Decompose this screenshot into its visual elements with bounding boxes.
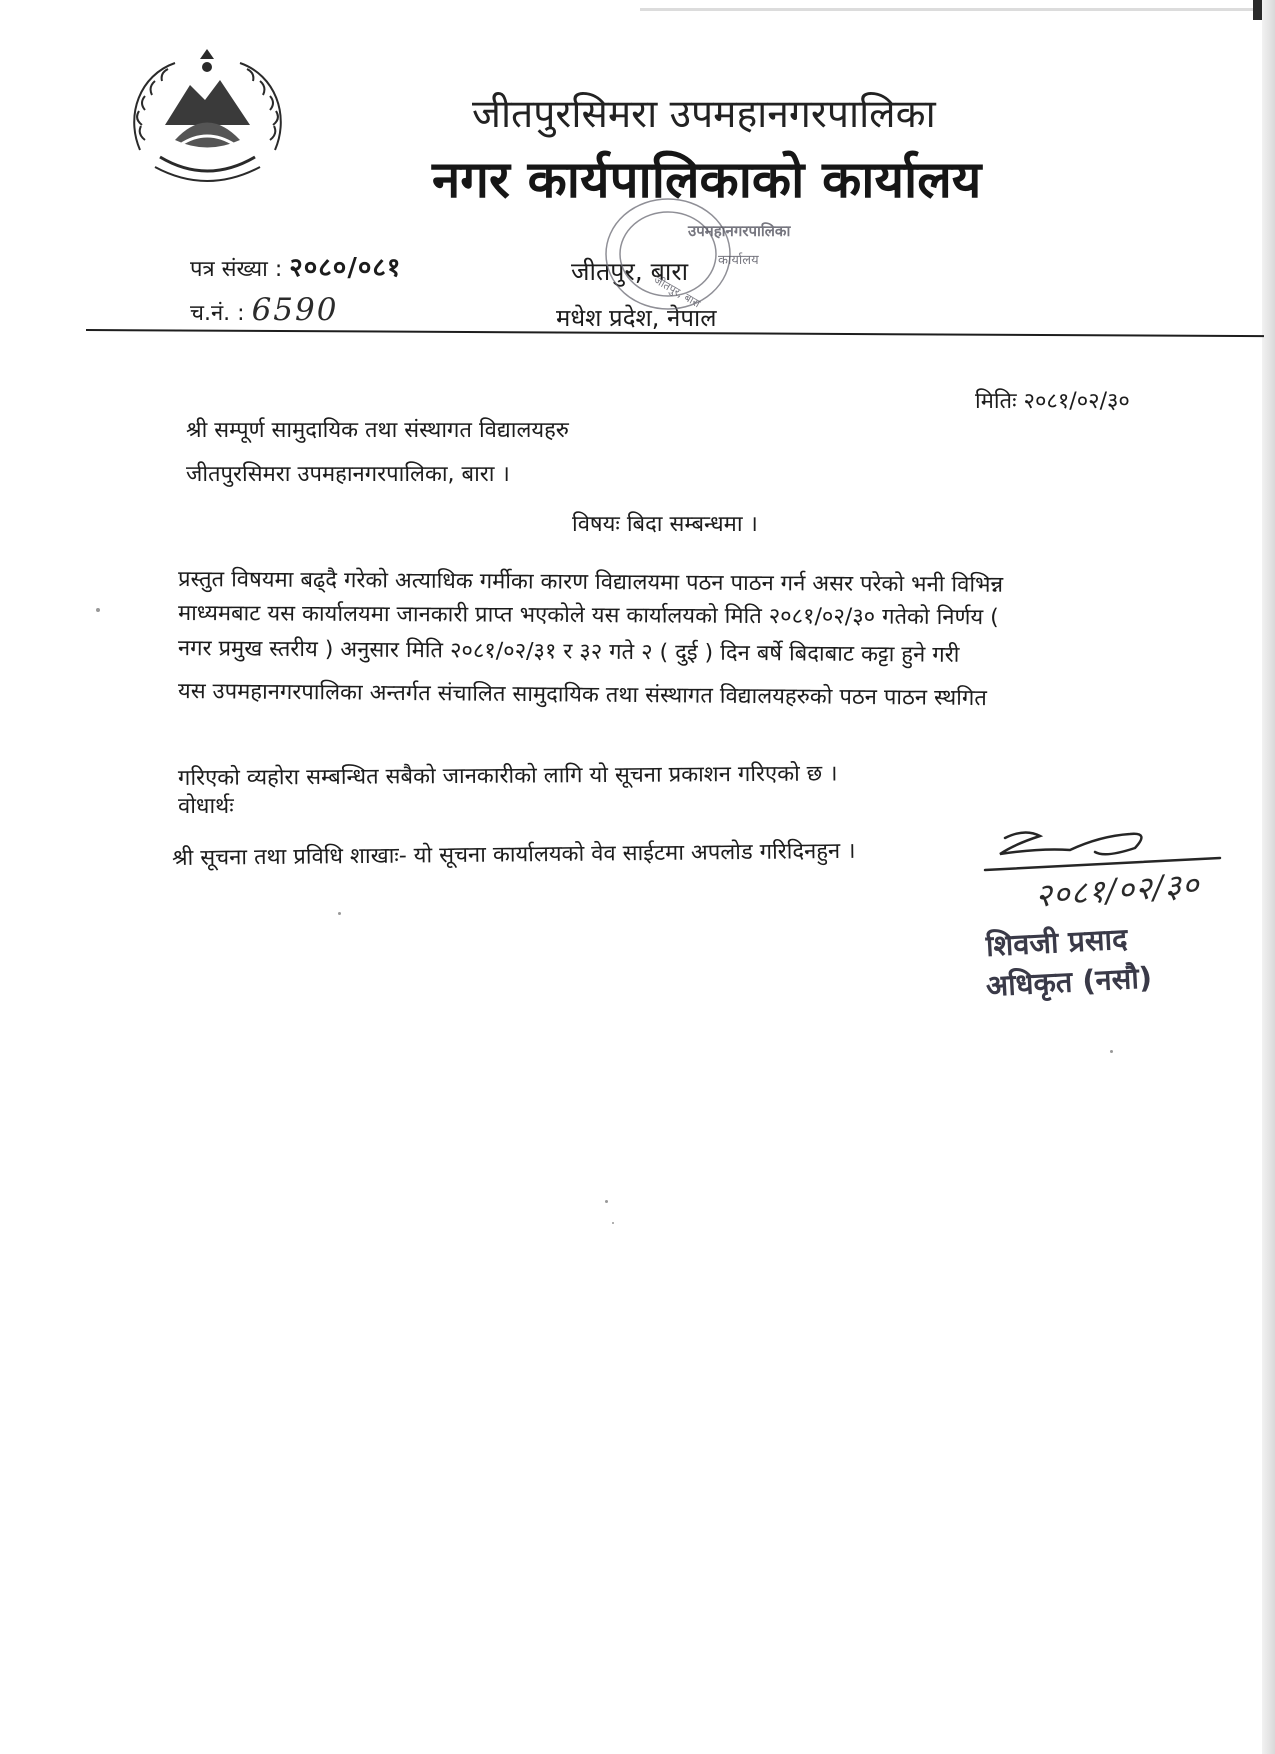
scan-speck [612, 1222, 614, 1224]
letter-subject: विषयः बिदा सम्बन्धमा । [572, 512, 758, 537]
scan-speck [338, 912, 341, 915]
dispatch-value: 6590 [251, 292, 339, 328]
dispatch-number [190, 292, 338, 328]
scan-edge-right [1262, 0, 1275, 1754]
dispatch-label: च.नं. : [190, 301, 245, 326]
body-line: प्रस्तुत विषयमा बढ्दै गरेको अत्याधिक गर्मीका कारण विद्यालयमा पठन पाठन गर्न असर परेको भनी विभिन्न [177, 567, 1004, 598]
letter-date: मितिः २०८१/०२/३० [975, 389, 1130, 414]
signer-name: शिवजी प्रसाद [985, 921, 1129, 963]
signer-title: अधिकृत (नसौ) [985, 960, 1153, 1003]
office-name: जीतपुरसिमरा उपमहानगरपालिका [472, 92, 936, 137]
nepal-government-emblem-icon [120, 45, 295, 195]
svg-text:उपमहानगरपालिका: उपमहानगरपालिका [688, 222, 791, 240]
svg-text:कार्यालय: कार्यालय [718, 253, 759, 268]
scan-speck [96, 608, 100, 612]
body-line: माध्यमबाट यस कार्यालयमा जानकारी प्राप्त भएकोले यस कार्यालयको मिति २०८१/०२/३० गतेको निर्णय ( [177, 601, 999, 631]
scan-corner-mark [1253, 0, 1262, 20]
office-province: मधेश प्रदेश, नेपाल [556, 304, 717, 332]
cc-line: श्री सूचना तथा प्रविधि शाखाः- यो सूचना कार्यालयको वेव साईटमा अपलोड गरिदिनहुन । [171, 838, 856, 871]
body-line: नगर प्रमुख स्तरीय ) अनुसार मिति २०८१/०२/३१ र ३२ गते २ ( दुई ) दिन बर्षे बिदाबाट कट्टा हुने गरी [177, 636, 960, 668]
reference-number [190, 248, 401, 284]
signature-date: २०८१/०२/३० [1033, 865, 1201, 915]
reference-label: पत्र संख्या : [190, 257, 283, 282]
executive-office-title: नगर कार्यपालिकाको कार्यालय [432, 151, 982, 210]
reference-value: २०८०/०८१ [289, 253, 402, 283]
body-line: गरिएको व्यहोरा सम्बन्धित सबैको जानकारीको लागि यो सूचना प्रकाशन गरिएको छ । [177, 761, 838, 791]
scan-edge-top [640, 8, 1260, 11]
scan-speck [1110, 1050, 1113, 1053]
office-city: जीतपुर, बारा [571, 257, 689, 286]
office-seal-stamp [598, 184, 808, 314]
scan-speck [605, 1200, 608, 1203]
body-line: यस उपमहानगरपालिका अन्तर्गत संचालित सामुदायिक तथा संस्थागत विद्यालयहरुको पठन पाठन स्थगित [177, 679, 987, 712]
addressee-line-1: श्री सम्पूर्ण सामुदायिक तथा संस्थागत विद्यालयहरु [186, 418, 569, 443]
bodhartha-label: वोधार्थः [178, 794, 234, 819]
svg-text:जीतपुर, बारा: जीतपुर, बारा [651, 273, 703, 311]
addressee-line-2: जीतपुरसिमरा उपमहानगरपालिका, बारा । [186, 462, 510, 487]
